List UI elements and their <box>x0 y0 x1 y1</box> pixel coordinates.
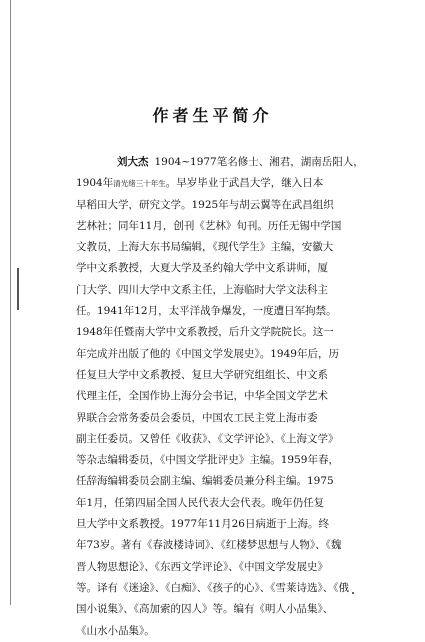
body-line: 旦大学中文系教授。1977年11月26日病逝于上海。终 <box>76 518 329 531</box>
body-line: 任。1941年12月，太平洋战争爆发，一度遭日军拘禁。 <box>76 305 337 318</box>
body-line: 《山水小品集》。 <box>76 624 155 637</box>
body-line: 界联合会常务委员会委员，中国农工民主党上海市委 <box>76 411 318 424</box>
body-line: 任复旦大学中文系教授、复旦大学研究组组长、中文系 <box>76 368 328 381</box>
page-title: 作者生平简介 <box>152 106 273 125</box>
body-line: 国小说集》、《高加索的囚人》等。编有《明人小品集》、 <box>76 603 334 616</box>
body-line: 等杂志编辑委员，《中国文学批评史》主编。1959年春， <box>76 454 339 467</box>
biography-text <box>76 152 384 642</box>
body-line: 任辞海编辑委员会副主编、编辑委员兼分科主编。1975 <box>76 475 334 488</box>
birth-year-note: 清光绪三十年生 <box>113 179 166 189</box>
body-line: 副主任委员。又曾任《收获》、《文学评论》、《上海文学》 <box>76 432 339 445</box>
body-line: 年完成并出版了他的《中国文学发展史》。1949年后，历 <box>76 347 339 360</box>
author-dates: 1904~1977笔名修士、湘君，湖南岳阳人， <box>154 156 364 168</box>
second-line-text: 。早岁毕业于武昌大学，继入日本 <box>165 177 324 190</box>
body-line: 艺林社；同年11月，创刊《艺林》旬刊。历任无锡中学国 <box>76 219 342 232</box>
body-line: 1948年任暨南大学中文系教授，后升文学院院长。这一 <box>76 326 334 339</box>
body-line: 年1月，任第四届全国人民代表大会代表。晚年仍任复 <box>76 496 325 509</box>
body-line: 晋人物思想论》、《东西文学评论》、《中国文学发展史》 <box>76 560 328 573</box>
body-line: 年73岁。著有《春波楼诗词》、《红楼梦思想与人物》、《魏 <box>76 539 342 552</box>
body-line: 文教员，上海大东书局编辑，《现代学生》主编，安徽大 <box>76 241 334 254</box>
body-line: 学中文系教授，大夏大学及圣约翰大学中文系讲师，厦 <box>76 262 328 275</box>
binding-mark <box>17 268 19 310</box>
page-edge <box>10 0 11 605</box>
first-line <box>76 152 384 173</box>
body-line: 代理主任，全国作协上海分会书记，中华全国文学艺术 <box>76 390 328 403</box>
birth-year: 1904年 <box>76 177 114 190</box>
body-line: 门大学、四川大学中文系主任，上海临时大学文法科主 <box>76 283 328 296</box>
author-name: 刘大杰 <box>117 156 149 168</box>
second-line <box>76 173 384 194</box>
body-line: 早稻田大学，研究文学。1925年与胡云翼等在武昌组织 <box>76 198 334 211</box>
body-line: 等。译有《迷途》、《白痴》、《孩子的心》、《雪莱诗选》、《俄 <box>76 581 349 594</box>
scan-speck <box>352 592 354 594</box>
